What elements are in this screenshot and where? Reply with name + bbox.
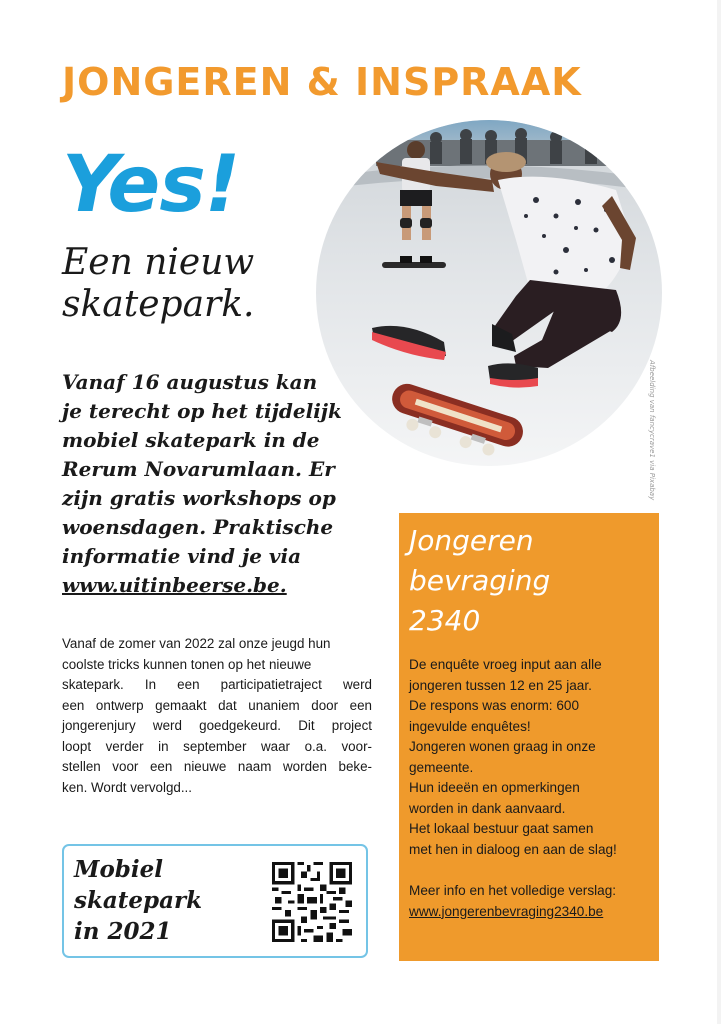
survey-title-line: 2340: [409, 604, 481, 637]
survey-line: gemeente.: [409, 759, 474, 775]
survey-title-line: bevraging: [409, 564, 551, 597]
body-line: jongerenjury werd goedgekeurd. Dit project: [62, 718, 372, 733]
jongerenbevraging-link[interactable]: www.jongerenbevraging2340.be: [409, 903, 604, 919]
survey-line: Jongeren wonen graag in onze: [409, 739, 596, 754]
survey-line: De respons was enorm: 600: [409, 698, 580, 713]
survey-line: ingevulde enquêtes!: [409, 718, 531, 734]
lead-line: zijn gratis workshops op: [62, 486, 336, 510]
qr-box-line: Mobiel: [74, 856, 163, 883]
survey-title-line: Jongeren: [409, 524, 534, 557]
hero-yes: Yes!: [62, 140, 240, 230]
survey-line: jongeren tussen 12 en 25 jaar.: [409, 677, 592, 693]
body-line: skatepark. In een participatietraject werd: [62, 677, 372, 692]
photo-credit: Afbeelding van fancycrave1 via Pixabay: [648, 360, 656, 501]
lead-line: woensdagen. Praktische: [62, 515, 334, 539]
body-line: coolste tricks kunnen tonen op het nieuwe: [62, 656, 312, 672]
body-line: stellen voor een nieuwe naam worden beke-: [62, 759, 372, 774]
headline-line: Een nieuw: [62, 242, 255, 283]
lead-line: Vanaf 16 augustus kan: [62, 370, 318, 394]
survey-title: [409, 521, 550, 641]
lead-line: Rerum Novarumlaan. Er: [62, 457, 335, 481]
survey-line: Het lokaal bestuur gaat samen: [409, 821, 594, 836]
survey-box: [399, 513, 659, 961]
lead-line: informatie vind je via: [62, 544, 302, 568]
survey-info-label: Meer info en het volledige verslag:: [409, 883, 617, 898]
survey-line: De enquête vroeg input aan alle: [409, 657, 602, 672]
hero-headline: [62, 242, 322, 326]
survey-body: [409, 655, 653, 860]
qr-code-icon[interactable]: [272, 862, 352, 942]
body-line: ken. Wordt vervolgd...: [62, 779, 192, 795]
body-line: loopt verder in september waar o.a. voor-: [62, 738, 372, 754]
qr-box-line: in 2021: [74, 918, 172, 945]
body-line: Vanaf de zomer van 2022 zal onze jeugd hun: [62, 636, 331, 651]
body-line: een ontwerp gemaakt dat unaniem door een: [62, 697, 372, 713]
lead-line: je terecht op het tijdelijk: [62, 399, 342, 423]
uitinbeerse-link[interactable]: www.uitinbeerse.be.: [62, 573, 287, 597]
qr-box-label: [74, 854, 202, 947]
survey-line: Hun ideeën en opmerkingen: [409, 780, 580, 795]
survey-info: [409, 881, 653, 922]
survey-line: met hen in dialoog en aan de slag!: [409, 841, 617, 857]
lead-line: mobiel skatepark in de: [62, 428, 320, 452]
mobile-skatepark-box: [62, 844, 368, 958]
body-paragraph: [62, 634, 372, 798]
lead-paragraph: [62, 368, 372, 600]
page-edge: [717, 0, 721, 1024]
qr-box-line: skatepark: [74, 887, 203, 914]
headline-line: skatepark.: [62, 284, 255, 325]
survey-line: worden in dank aanvaard.: [409, 800, 566, 816]
section-title: JONGEREN & INSPRAAK: [62, 60, 582, 104]
